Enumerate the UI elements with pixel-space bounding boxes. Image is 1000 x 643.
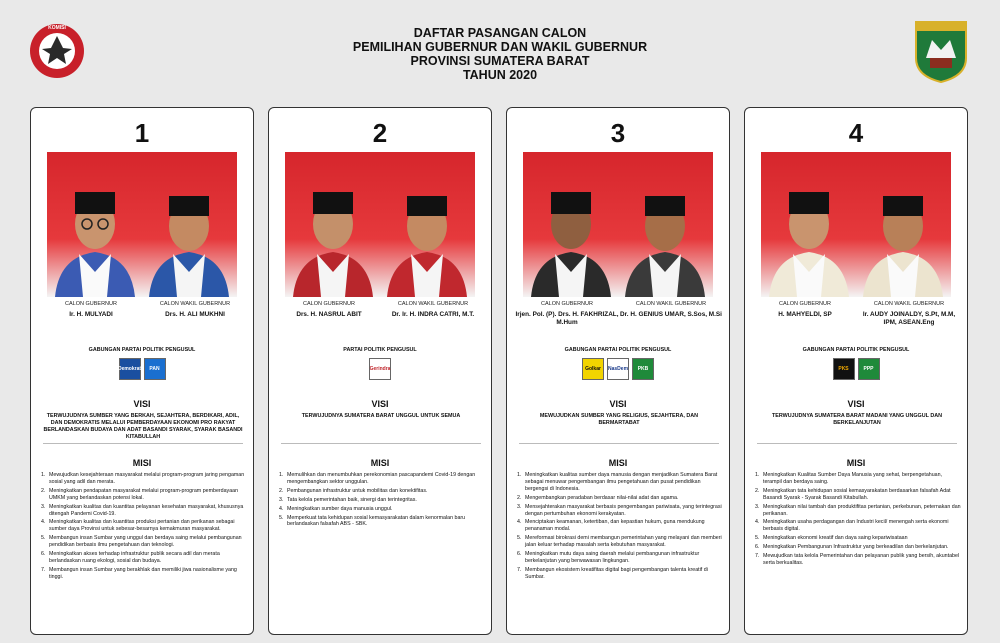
candidate-names [515,301,723,327]
governor-photo [287,162,379,297]
vice-governor-photo [619,162,711,297]
party-heading: GABUNGAN PARTAI POLITIK PENGUSUL [564,347,672,353]
list-item: 2. Meningkatkan pendapatan masyarakat melalui program-program pemberdayaan UMKM yang berlandaskan potensi lokal. [41,487,239,501]
vice-governor-name: Dr. Ir. H. INDRA CATRI, M.T. [391,311,475,318]
title-line-3: PROVINSI SUMATERA BARAT [410,54,590,68]
misi-list [517,472,723,583]
governor-name: H. MAHYELDI, SP [778,311,832,318]
candidate-photo [47,152,237,297]
misi-list [41,472,247,583]
list-item: 5. Membangun insan Sumbar yang unggul dan berdaya saing melalui pembangunan pendidikan berbasis ilmu pengetahuan dan teknologi. [41,535,242,549]
party-logo-demokrat: Demokrat [119,358,141,380]
list-item: 1. Meningkatkan Kualitas Sumber Daya Manusia yang sehat, berpengetahuan, terampil dan berdaya saing. [755,472,943,485]
visi-heading: VISI [609,399,627,409]
vice-governor-photo [381,162,473,297]
governor-label: CALON GUBERNUR [303,301,355,307]
governor-photo [49,162,141,297]
visi-heading: VISI [133,399,151,409]
candidate-photo [761,152,951,297]
vice-governor-photo [143,162,235,297]
misi-heading: MISI [846,458,866,468]
party-logo-pkb: PKB [632,358,654,380]
party-logo-pan: PAN [144,358,166,380]
governor-label: CALON GUBERNUR [541,301,593,307]
list-item: 6. Meningkatkan Pembangunan Infrastruktur yang berkeadilan dan berkelanjutan. [755,544,949,551]
party-logo-golkar: Golkar [582,358,604,380]
candidate-card-4 [744,107,968,635]
party-logos [31,358,253,380]
list-item: 3. Meningkatkan nilai tambah dan produktifitas pertanian, perkebunan, peternakan dan perikanan. [755,503,961,517]
party-heading: GABUNGAN PARTAI POLITIK PENGUSUL [88,347,196,353]
title-line-4: TAHUN 2020 [462,68,538,82]
candidate-number: 2 [372,118,388,148]
vice-governor-label: CALON WAKIL GUBERNUR [397,301,469,307]
candidate-card-1 [30,107,254,635]
misi-list [755,472,961,569]
vice-governor-name: Ir. AUDY JOINALDY, S.Pt, M.M, IPM, ASEAN.Eng [862,311,956,326]
candidate-names [39,301,247,319]
governor-photo [525,162,617,297]
header [0,0,1000,100]
party-logo-ppp: PPP [858,358,880,380]
party-logo-pks: PKS [833,358,855,380]
party-logo-gerindra: Gerindra [369,358,391,380]
visi-heading: VISI [371,399,389,409]
list-item: 3. Mensejahterakan masyarakat berbasis pengembangan pariwisata, yang terintegrasi dengan pertumbuhan ekonomi kerakyatan. [517,503,722,517]
list-item: 6. Meningkatkan akses terhadap infrastruktur publik secara adil dan merata berlandaskan ruang ekologi, sosial dan budaya. [41,551,220,564]
divider [519,443,719,444]
candidate-photo [285,152,475,297]
vice-governor-label: CALON WAKIL GUBERNUR [635,301,707,307]
kpu-logo [28,18,86,84]
list-item: 4. Meningkatkan sumber daya manusia unggul. [279,505,393,512]
list-item: 4. Meningkatkan usaha perdagangan dan Industri kecil/ menengah serta ekonomi berbasis digital. [755,519,949,533]
divider [281,443,481,444]
list-item: 5. Meningkatkan ekonomi kreatif dan daya saing kepariwisataan [755,535,908,542]
governor-name: Irjen. Pol. (P). Drs. H. FAKHRIZAL, M.Hum [515,311,619,326]
list-item: 1. Memulihkan dan menumbuhkan perekonomian pascapandemi Covid-19 dengan mengembangkan sektor unggulan. [279,472,476,485]
list-item: 6. Meningkatkan mutu daya saing daerah melalui pembangunan infrastruktur berkelanjutan yang berwawasan lingkungan. [517,551,700,564]
misi-list [279,472,485,530]
list-item: 2. Meningkatkan tata kehidupan sosial kemasyarakatan berdasarkan falsafah Adat Basandi Syarak - Syarak Basandi Kitabullah. [755,487,951,501]
candidate-names [277,301,485,319]
visi-text: TERWUJUDNYA SUMBER YANG BERKAH, SEJAHTERA, BERDIKARI, ADIL, DAN DEMOKRATIS MELALUI PEMBERDAYAAN EKONOMI PRO RAKYAT BERLANDASKAN BUDAYA DAN ADAT BASANDI SYARAK, SYARAK BASANDI KITABULLAH [43,413,243,440]
list-item: 5. Mereformasi birokrasi demi membangun pemerintahan yang melayani dan memberi jalan keluar terhadap masalah serta kebutuhan masyarakat. [517,535,722,549]
visi-text: TERWUJUDNYA SUMATERA BARAT MADANI YANG UNGGUL DAN BERKELANJUTAN [771,413,942,426]
candidate-card-3 [506,107,730,635]
party-logos [507,358,729,380]
list-item: 3. Meningkatkan kualitas dan kuantitas pelayanan kesehatan masyarakat, khususnya ditengah Pandemi Covid-19. [41,503,244,517]
governor-label: CALON GUBERNUR [65,301,117,307]
list-item: 7. Mewujudkan tata kelola Pemerintahan dan pelayanan publik yang bersih, akuntabel serta berkualitas. [755,553,960,566]
party-logo-nasdem: NasDem [607,358,629,380]
misi-heading: MISI [370,458,390,468]
list-item: 1. Mewujudkan kesejahteraan masyarakat melalui program-program jaring pengaman sosial yang adil dan merata. [41,472,245,485]
governor-label: CALON GUBERNUR [779,301,831,307]
party-logos [269,358,491,380]
divider [757,443,957,444]
candidate-number: 3 [610,118,626,148]
misi-heading: MISI [132,458,152,468]
page-title [250,26,750,82]
governor-name: Drs. H. NASRUL ABIT [296,311,362,318]
list-item: 4. Menciptakan keamanan, ketertiban, dan kepastian hukum, guna mendukung penanaman modal. [517,519,705,533]
sumbar-logo [912,18,970,84]
candidate-number: 1 [134,118,150,148]
party-logos [745,358,967,380]
governor-name: Ir. H. MULYADI [69,311,113,318]
list-item: 7. Membangun insan Sumbar yang berakhlak dan memiliki jiwa nasionalisme yang tinggi. [41,566,237,580]
candidate-names [753,301,961,327]
svg-text:KOMISI: KOMISI [48,25,66,31]
list-item: 2. Mengembangkan peradaban berdasar nilai-nilai adat dan agama. [517,494,679,501]
vice-governor-photo [857,162,949,297]
visi-text: MEWUJUDKAN SUMBER YANG RELIGIUS, SEJAHTERA, DAN BERMARTABAT [539,413,699,426]
list-item: 4. Meningkatkan kualitas dan kuantitas produksi pertanian dan perikanan sebagai sumber daya Provinsi untuk sebesar-besarnya kemakmuran masyarakat. [41,519,235,533]
list-item: 2. Pembangunan infrastruktur untuk mobilitas dan konektifitas. [279,487,428,494]
list-item: 7. Membangun ekosistem kreatifitas digital bagi pengembangan talenta kreatif di Sumbar. [517,566,708,580]
divider [43,443,243,444]
title-line-1: DAFTAR PASANGAN CALON [413,26,587,40]
misi-heading: MISI [608,458,628,468]
candidate-photo [523,152,713,297]
party-heading: PARTAI POLITIK PENGUSUL [343,347,417,353]
vice-governor-label: CALON WAKIL GUBERNUR [873,301,945,307]
party-heading: GABUNGAN PARTAI POLITIK PENGUSUL [802,347,910,353]
governor-photo [763,162,855,297]
list-item: 3. Tata kelola pemerintahan baik, sinergi dan terintegritas. [279,496,417,503]
vice-governor-name: Dr. H. GENIUS UMAR, S.Sos, M.Si [620,311,722,318]
visi-text: TERWUJUDNYA SUMATERA BARAT UNGGUL UNTUK SEMUA [301,413,461,419]
candidate-card-2 [268,107,492,635]
title-line-2: PEMILIHAN GUBERNUR DAN WAKIL GUBERNUR [352,40,648,54]
vice-governor-name: Drs. H. ALI MUKHNI [165,311,225,318]
visi-heading: VISI [847,399,865,409]
list-item: 5. Memperkuat tata kehidupan sosial kemasyarakatan dalam kenormalan baru berlandaskan falsafah ABS - SBK. [279,514,466,528]
candidate-number: 4 [848,118,864,148]
list-item: 1. Meningkatkan kualitas sumber daya manusia dengan menjadikan Sumatera Barat sebagai menuwar pengembangan ilmu pengetahuan dan pusat pendidikan bergengsi di Indonesia. [517,472,718,492]
vice-governor-label: CALON WAKIL GUBERNUR [159,301,231,307]
